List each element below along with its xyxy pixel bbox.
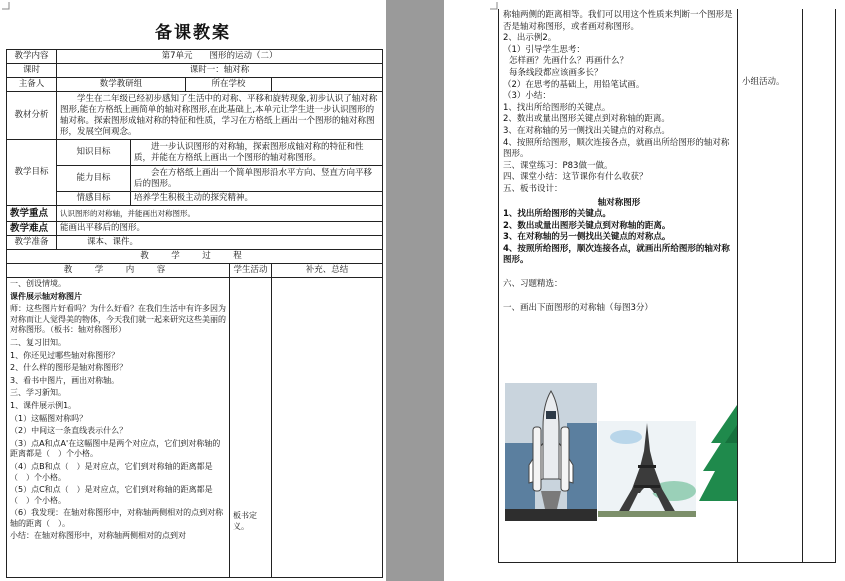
class-label: 课时 (7, 64, 57, 78)
body-line: （3）点A和点A'在这幅图中是两个对应点，它们到对称轴的距离都是（ ）个小格。 (10, 438, 221, 459)
corner-mark-icon (2, 2, 10, 10)
process-content-cell (7, 278, 230, 578)
content-value: 第7单元 图形的运动（二） (57, 50, 383, 64)
corner-mark-icon (490, 2, 498, 10)
body-line: 师：这些图片好看吗？为什么好看？在我们生活中有许多因为对称而让人觉得美的物体，今天我们就一起来研究这些美丽的对称图形。（板书：轴对称图形） (10, 304, 226, 335)
body-line: （4）点B和点（ ）是对应点，它们到对称轴的距离都是（ ）个小格。 (10, 461, 213, 482)
school-blank (272, 78, 383, 92)
content-label: 教学内容 (7, 50, 57, 64)
knowledge-text: 进一步认识图形的对称轴，探索图形成轴对称的特征和性质，并能在方格纸上画出一个图形的轴对称图形。 (131, 140, 383, 166)
body-line: 2、出示例2。 (503, 33, 557, 44)
body-line: 3、在对称轴的另一侧找出关键点的对称点。 (503, 125, 670, 136)
process-header: 教 学 过 程 (7, 250, 383, 264)
ability-label: 能力目标 (57, 166, 131, 192)
board-line: 2、数出或量出图形关键点到对称轴的距离。 (503, 220, 671, 231)
body-line: 一、画出下面图形的对称轴（每图3分） (503, 302, 653, 313)
difficulty-label: 教学难点 (7, 222, 57, 236)
body-line: 3、看书中图片，画出对称轴。 (10, 375, 120, 385)
eiffel-tower-image (598, 421, 696, 517)
body-line: 三、课堂练习：P83做一做。 (503, 160, 613, 171)
body-line: 2、什么样的图形是轴对称图形？ (10, 363, 128, 373)
content-text (503, 10, 735, 314)
group-value: 数学教研组 (57, 78, 186, 92)
body-line: 2、数出或量出图形关键点到对称轴的距离。 (503, 114, 670, 125)
key-label: 教学重点 (7, 206, 57, 222)
body-line: 1、找出所给图形的关键点。 (503, 102, 611, 113)
body-line: （6）我发现：在轴对称图形中，对称轴两侧相对的点到对称轴的距离（ ）。 (10, 508, 224, 528)
activity-column (738, 9, 803, 562)
goals-label: 教学目标 (7, 140, 57, 206)
continued-table (498, 9, 836, 563)
body-line: 4、按照所给图形，顺次连接各点，就画出所给图形的轴对称图形。 (503, 137, 730, 160)
body-line: 1、课件展示例1。 (10, 400, 77, 410)
body-line: （2）中间这一条直线表示什么？ (10, 426, 128, 436)
supplement-cell (272, 278, 383, 578)
page-right (444, 0, 845, 581)
column-supplement: 补充、总结 (272, 264, 383, 278)
body-line: 每条线段都应该画多长？ (509, 67, 603, 78)
body-line: 三、学习新知。 (10, 388, 66, 398)
column-activity: 学生活动 (230, 264, 272, 278)
body-line: （1）引导学生思考： (503, 44, 585, 55)
emotion-text: 培养学生积极主动的探究精神。 (131, 192, 383, 206)
activity-note: 小组活动。 (742, 77, 785, 87)
class-value: 课时一：轴对称 (57, 64, 383, 78)
body-line: 怎样画？先画什么？再画什么？ (509, 56, 629, 67)
page-title: 备课教案 (155, 23, 231, 43)
activity-cell (230, 278, 272, 578)
board-line: 1、找出所给图形的关键点。 (503, 209, 611, 220)
host-label: 主备人 (7, 78, 57, 92)
body-line: （5）点C和点（ ）是对应点，它们到对称轴的距离都是（ ）个小格。 (10, 485, 213, 505)
body-line: 五、板书设计： (503, 183, 563, 194)
activity-note: 板书定义。 (233, 511, 257, 531)
board-title: 轴对称图形 (597, 197, 641, 208)
body-line: （1）这幅图对称吗？ (10, 413, 88, 423)
school-value: 所在学校 (186, 78, 272, 92)
pine-tree-image (699, 405, 737, 505)
prep-text: 课本、课件。 (57, 236, 383, 250)
page-left (0, 0, 386, 581)
board-line: 4、按照所给图形，顺次连接各点，就画出所给图形的轴对称图形。 (503, 243, 730, 266)
body-line: 课件展示轴对称图片 (10, 291, 82, 301)
key-text: 认识图形的对称轴，并能画出对称图形。 (57, 206, 383, 222)
body-line: 二、复习旧知。 (10, 337, 66, 347)
emotion-label: 情感目标 (57, 192, 131, 206)
analysis-text: 学生在二年级已经初步感知了生活中的对称、平移和旋转现象,初步认识了轴对称图形,能在方格纸上画简单的轴对称图形,在此基础上,本单元让学生进一步认识图形的轴对称。探索图形成轴对称的特征和性质，学习在方格纸上画出一个图形的轴对称图形，发展空间观念。 (57, 92, 383, 140)
body-line: 小结：在轴对称图形中，对称轴两侧相对的点到对 (10, 531, 186, 541)
body-line: （3）小结： (503, 91, 551, 102)
body-line: 1、你还见过哪些轴对称图形？ (10, 350, 120, 360)
body-line: 四、课堂小结：这节课你有什么收获？ (503, 172, 648, 183)
knowledge-label: 知识目标 (57, 140, 131, 166)
body-line: 一、创设情境。 (10, 279, 66, 288)
board-line: 3、在对称轴的另一侧找出关键点的对称点。 (503, 232, 671, 243)
column-content: 教 学 内 容 (7, 264, 230, 278)
prep-label: 教学准备 (7, 236, 57, 250)
difficulty-text: 能画出平移后的图形。 (57, 222, 383, 236)
body-line: （2）在思考的基础上，用铅笔试画。 (503, 79, 645, 90)
body-line: 称轴两侧的距离相等。我们可以用这个性质来判断一个图形是否是轴对称图形，或者画对称图形。 (503, 10, 733, 32)
ability-text: 会在方格纸上画出一个简单图形沿水平方向、竖直方向平移后的图形。 (131, 166, 383, 192)
body-line: 六、习题精选： (503, 279, 563, 290)
lesson-plan-table (6, 49, 383, 578)
rocket-image (505, 383, 597, 521)
analysis-label: 教材分析 (7, 92, 57, 140)
